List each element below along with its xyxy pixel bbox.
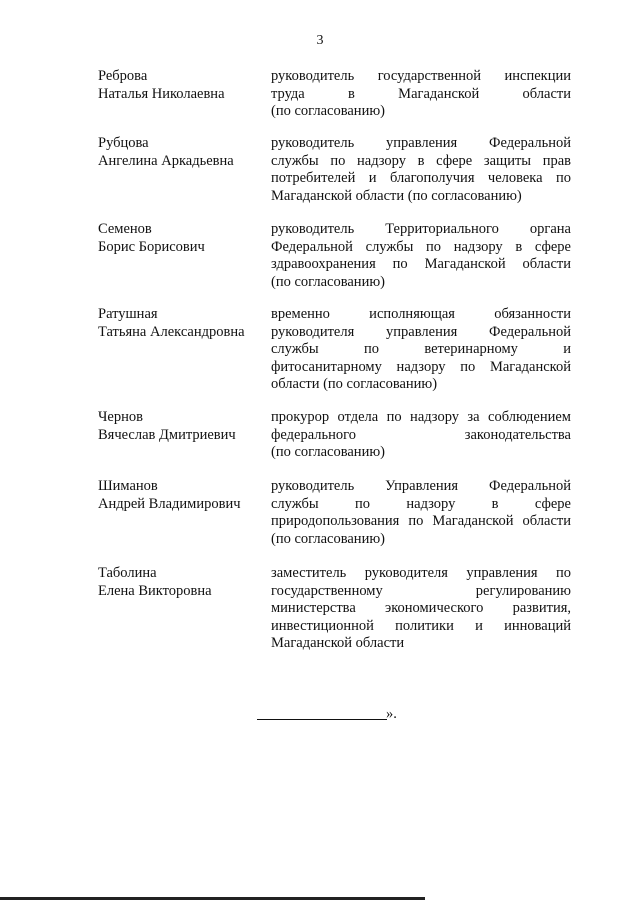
role-line: руководитель Территориального органа (271, 221, 571, 237)
member-role (271, 565, 571, 653)
role-line: (по согласованию) (271, 530, 385, 547)
member-name (98, 409, 266, 444)
member-role (271, 68, 571, 121)
member-name (98, 478, 266, 513)
role-line: государственному регулированию (271, 582, 571, 599)
closing-mark (257, 704, 407, 722)
member-given-names: Вячеслав Дмитриевич (98, 426, 236, 443)
role-line: службы по ветеринарному и (271, 341, 571, 357)
role-line: федерального законодательства (271, 426, 571, 443)
member-name (98, 306, 266, 341)
role-line: инвестиционной политики и инноваций (271, 617, 571, 634)
role-line: руководитель управления Федеральной (271, 135, 571, 151)
scan-edge-divider (0, 897, 425, 900)
signature-blank-line (257, 719, 387, 720)
member-name (98, 565, 266, 600)
closing-quote: ». (386, 706, 397, 722)
role-line: временно исполняющая обязанности (271, 306, 571, 322)
role-line: Магаданской области (по согласованию) (271, 187, 522, 204)
role-line: руководитель Управления Федеральной (271, 478, 571, 494)
role-line: труда в Магаданской области (271, 85, 571, 102)
member-surname: Семенов (98, 221, 152, 237)
role-line: министерства экономического развития, (271, 600, 571, 616)
member-surname: Шиманов (98, 478, 158, 494)
role-line: заместитель руководителя управления по (271, 565, 571, 581)
member-role (271, 135, 571, 205)
member-role (271, 221, 571, 291)
member-name (98, 135, 266, 170)
role-line: Магаданской области (271, 635, 405, 651)
member-name (98, 68, 266, 103)
role-line: (по согласованию) (271, 273, 385, 290)
member-surname: Таболина (98, 565, 157, 581)
role-line: руководителя управления Федеральной (271, 323, 571, 340)
role-line: области (по согласованию) (271, 376, 438, 392)
member-given-names: Борис Борисович (98, 238, 205, 255)
member-role (271, 306, 571, 394)
member-role (271, 478, 571, 548)
role-line: потребителей и благополучия человека по (271, 170, 571, 186)
role-line: природопользования по Магаданской области (271, 513, 571, 529)
member-given-names: Ангелина Аркадьевна (98, 152, 234, 169)
role-line: (по согласованию) (271, 103, 385, 119)
member-given-names: Наталья Николаевна (98, 85, 225, 102)
role-line: руководитель государственной инспекции (271, 68, 571, 84)
member-role (271, 409, 571, 462)
member-surname: Рубцова (98, 135, 149, 151)
member-surname: Ратушная (98, 306, 158, 322)
member-surname: Чернов (98, 409, 143, 425)
page-number: 3 (316, 33, 324, 48)
role-line: службы по надзору в сфере (271, 495, 571, 512)
member-given-names: Татьяна Александровна (98, 323, 245, 340)
role-line: Федеральной службы по надзору в сфере (271, 238, 571, 255)
member-surname: Реброва (98, 68, 148, 84)
member-given-names: Андрей Владимирович (98, 495, 241, 512)
member-name (98, 221, 266, 256)
role-line: фитосанитарному надзору по Магаданской (271, 358, 571, 375)
role-line: (по согласованию) (271, 444, 385, 460)
role-line: здравоохранения по Магаданской области (271, 256, 571, 272)
member-given-names: Елена Викторовна (98, 582, 212, 599)
role-line: службы по надзору в сфере защиты прав (271, 152, 571, 169)
role-line: прокурор отдела по надзору за соблюдением (271, 409, 571, 425)
